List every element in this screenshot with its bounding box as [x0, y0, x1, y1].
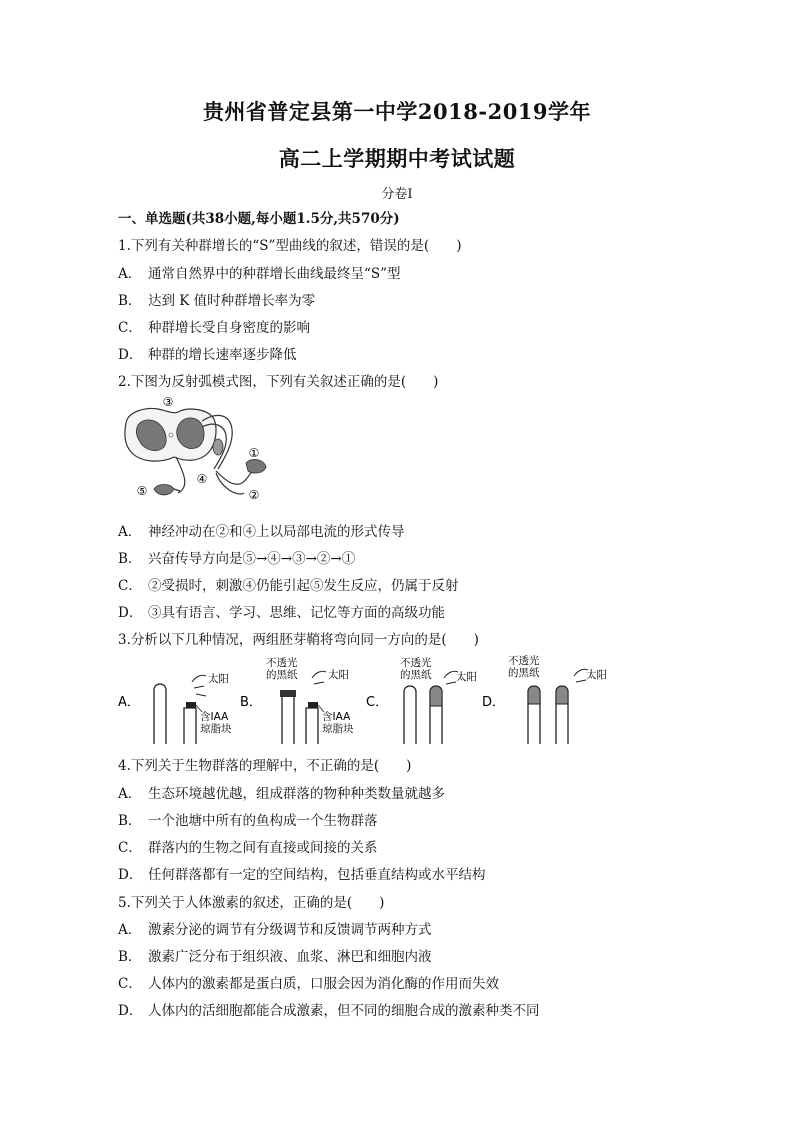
option-text: 达到 K 值时种群增长率为零 — [148, 293, 316, 309]
panel-a-shoot-1 — [154, 684, 166, 744]
option-letter: A． — [118, 922, 142, 938]
panel-b-black-paper — [280, 690, 296, 697]
panel-b-shoot-2 — [306, 708, 318, 744]
option-text: ②受损时，刺激④仍能引起⑤发生反应，仍属于反射 — [148, 578, 459, 594]
panel-d-sun-label: 太阳 — [586, 669, 607, 681]
exam-title-line2: 高二上学期期中考试试题 — [278, 146, 516, 171]
panel-a-shoot-2 — [184, 708, 196, 744]
panel-b-shoot-1 — [282, 696, 294, 744]
panel-a-sun-label: 太阳 — [208, 673, 229, 685]
question-5-option-d — [118, 999, 540, 1019]
option-letter: C． — [118, 976, 142, 992]
panel-c-black-paper-cap — [430, 686, 442, 706]
label-2: ② — [248, 488, 260, 502]
question-4-option-b — [118, 809, 378, 829]
option-letter: C． — [118, 320, 142, 336]
panel-a-letter: A． — [118, 695, 140, 710]
effector-link — [174, 489, 180, 491]
option-text: 任何群落都有一定的空间结构，包括垂直结构或水平结构 — [148, 867, 486, 883]
option-letter: A． — [118, 266, 142, 282]
label-5: ⑤ — [136, 484, 148, 498]
volume-label: 分卷I — [381, 187, 413, 202]
option-letter: B． — [118, 293, 142, 309]
question-1-stem: 1.下列有关种群增长的“S”型曲线的叙述，错误的是( ) — [118, 238, 462, 254]
section-heading: 一、单选题(共38小题,每小题1.5分,共570分) — [118, 211, 400, 227]
question-5-option-a — [118, 918, 432, 938]
option-letter: D． — [118, 347, 143, 363]
question-4-option-a — [118, 782, 445, 802]
panel-b-block-label: 含IAA — [322, 711, 351, 723]
question-1-option-b — [118, 289, 315, 309]
label-3: ③ — [162, 395, 174, 409]
panel-c-shoot-1 — [404, 686, 416, 744]
option-text: 种群的增长速率逐步降低 — [148, 347, 297, 363]
coleoptile-figure — [116, 652, 616, 748]
question-2-option-c — [118, 574, 459, 594]
question-5-option-b — [118, 945, 432, 965]
question-5-stem: 5.下列关于人体激素的叙述，正确的是( ) — [118, 895, 385, 911]
panel-b-sun-label: 太阳 — [328, 669, 349, 681]
option-text: ③具有语言、学习、思维、记忆等方面的高级功能 — [148, 605, 445, 621]
panel-b-agar-block — [308, 702, 318, 708]
option-letter: B． — [118, 949, 142, 965]
panel-c-paper-label: 不透光 — [400, 657, 432, 669]
panel-d-paper-label-2: 的黑纸 — [508, 667, 540, 679]
question-3-stem: 3.分析以下几种情况，两组胚芽鞘将弯向同一方向的是( ) — [118, 632, 479, 648]
panel-d-paper-label: 不透光 — [508, 655, 540, 667]
option-letter: C． — [118, 840, 142, 856]
question-5-option-c — [118, 972, 499, 992]
motor-nerve — [176, 457, 185, 493]
question-1-option-a — [118, 262, 401, 282]
panel-d-letter: D． — [482, 695, 506, 710]
option-text: 生态环境越优越，组成群落的物种种类数量就越多 — [148, 786, 445, 802]
option-letter: B． — [118, 551, 142, 567]
option-letter: D． — [118, 867, 143, 883]
effector-shape — [154, 485, 174, 496]
option-text: 神经冲动在②和④上以局部电流的形式传导 — [148, 524, 405, 540]
ganglion — [213, 439, 223, 455]
option-letter: B． — [118, 813, 142, 829]
label-1: ① — [248, 446, 260, 460]
panel-a-agar-block — [186, 702, 196, 708]
question-2-option-a — [118, 520, 405, 540]
option-text: 群落内的生物之间有直接或间接的关系 — [148, 840, 378, 856]
receptor-shape — [246, 460, 266, 474]
option-text: 一个池塘中所有的鱼构成一个生物群落 — [148, 813, 378, 829]
label-4: ④ — [196, 472, 208, 486]
question-2-stem: 2.下图为反射弧模式图，下列有关叙述正确的是( ) — [118, 374, 439, 390]
central-canal — [169, 433, 173, 437]
option-letter: D． — [118, 1003, 143, 1019]
question-1-option-d — [118, 343, 297, 363]
question-2-option-b — [118, 547, 355, 567]
panel-b-sun-rays — [312, 671, 326, 684]
option-text: 人体内的活细胞都能合成激素，但不同的细胞合成的激素种类不同 — [148, 1003, 540, 1019]
option-text: 激素分泌的调节有分级调节和反馈调节两种方式 — [148, 922, 432, 938]
option-text: 通常自然界中的种群增长曲线最终呈“S”型 — [148, 266, 401, 282]
panel-d-black-paper-cap-2 — [556, 686, 568, 704]
option-letter: A． — [118, 786, 142, 802]
panel-b-block-label-2: 琼脂块 — [322, 723, 354, 735]
option-letter: A． — [118, 524, 142, 540]
question-4-option-c — [118, 836, 378, 856]
option-letter: C． — [118, 578, 142, 594]
option-text: 种群增长受自身密度的影响 — [148, 320, 310, 336]
panel-c-letter: C． — [366, 695, 389, 710]
panel-b-paper-label-2: 的黑纸 — [266, 669, 298, 681]
panel-b-paper-label: 不透光 — [266, 657, 298, 669]
panel-a-block-label: 含IAA — [200, 711, 229, 723]
option-text: 兴奋传导方向是⑤→④→③→②→① — [148, 551, 356, 567]
panel-a-sun-rays — [192, 675, 206, 696]
panel-a-block-label-2: 琼脂块 — [200, 723, 232, 735]
panel-d-black-paper-cap-1 — [528, 686, 540, 704]
question-4-option-d — [118, 863, 486, 883]
option-text: 激素广泛分布于组织液、血浆、淋巴和细胞内液 — [148, 949, 432, 965]
panel-c-paper-label-2: 的黑纸 — [400, 669, 432, 681]
option-letter: D． — [118, 605, 143, 621]
question-2-option-d — [118, 601, 445, 621]
option-text: 人体内的激素都是蛋白质，口服会因为消化酶的作用而失效 — [148, 976, 499, 992]
exam-title-line1: 贵州省普定县第一中学2018-2019学年 — [202, 99, 592, 124]
question-1-option-c — [118, 316, 310, 336]
question-4-stem: 4.下列关于生物群落的理解中，不正确的是( ) — [118, 758, 412, 774]
panel-b-letter: B． — [240, 695, 262, 710]
panel-c-sun-label: 太阳 — [456, 671, 477, 683]
reflex-arc-figure — [118, 393, 278, 511]
